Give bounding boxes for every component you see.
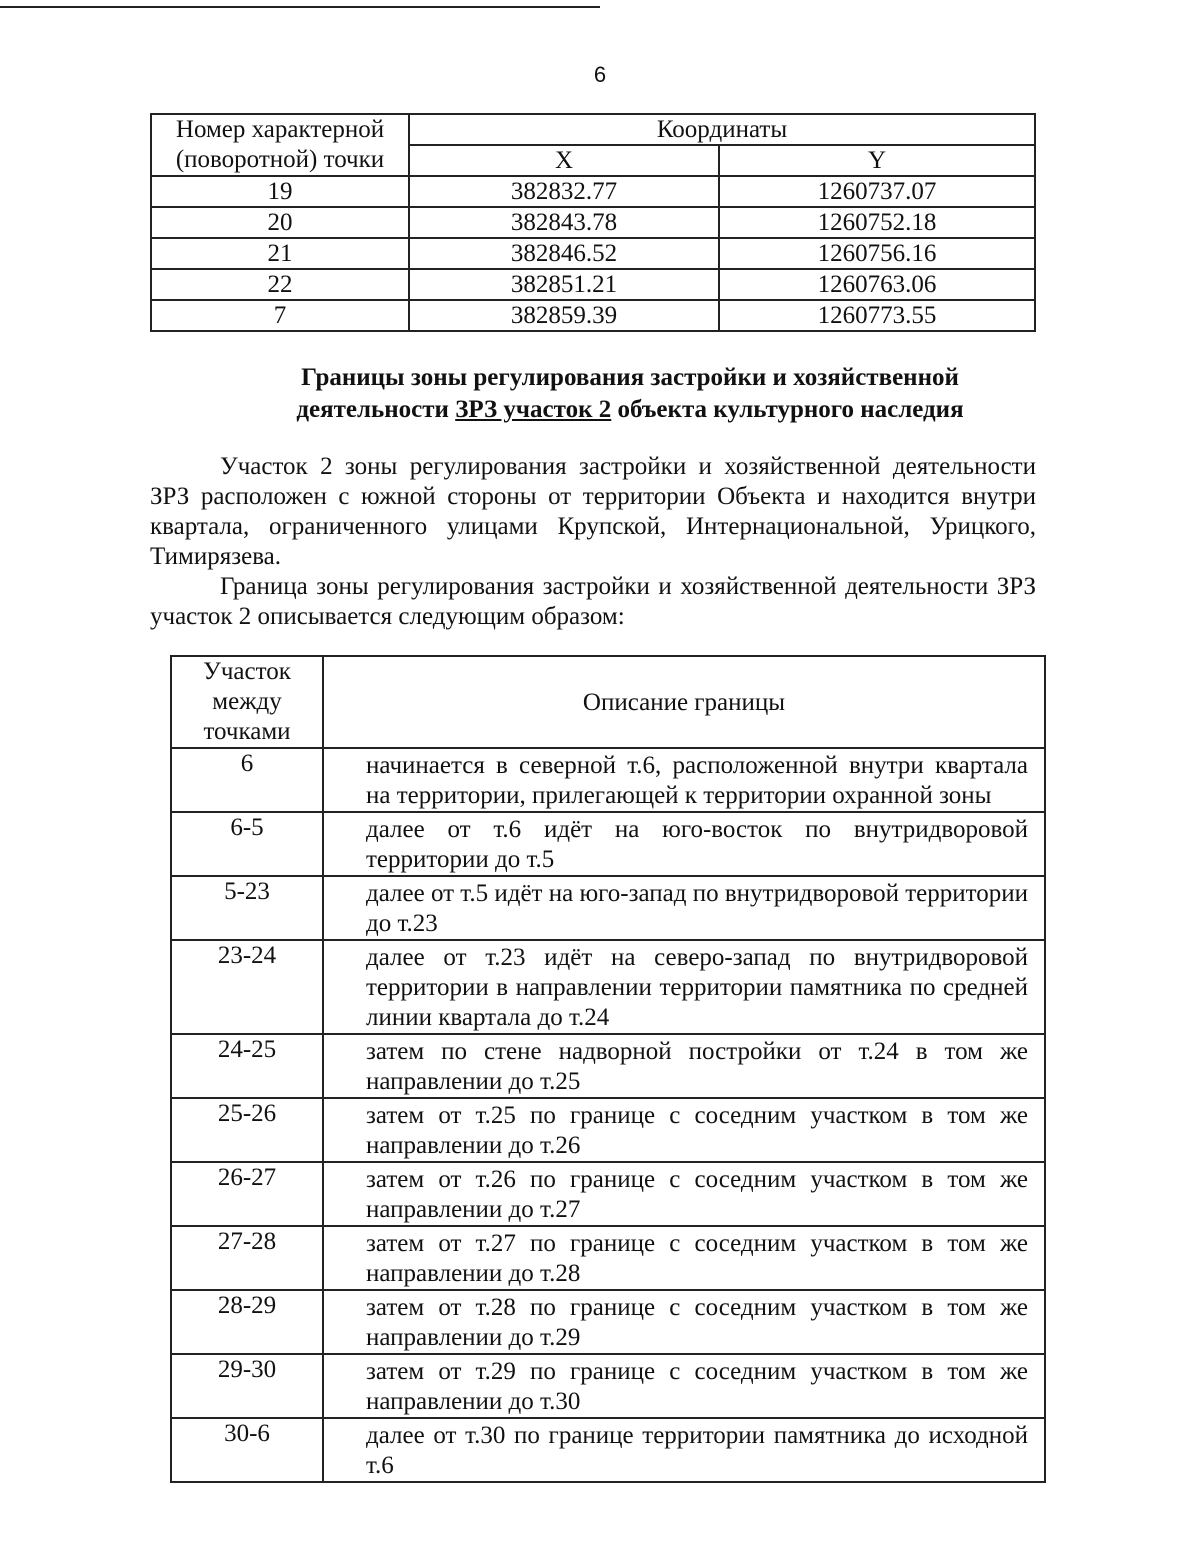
table-row <box>151 207 1035 238</box>
section-heading <box>150 362 1110 426</box>
page-number: 6 <box>593 62 607 87</box>
table-row <box>171 1162 1045 1226</box>
header-y: Y <box>719 145 1035 176</box>
table-row <box>171 876 1045 940</box>
cell-point: 22 <box>151 269 409 300</box>
cell-description: начинается в северной т.6, расположенной внутри квартала на территории, прилегающей к территории охранной зоны <box>323 748 1045 812</box>
cell-description: далее от т.23 идёт на северо-запад по внутридворовой территории в направлении территории памятника по средней линии квартала до т.24 <box>323 940 1045 1034</box>
table-row <box>171 1034 1045 1098</box>
cell-section: 30-6 <box>171 1418 323 1482</box>
cell-y: 1260752.18 <box>719 207 1035 238</box>
cell-description: далее от т.30 по границе территории памятника до исходной т.6 <box>323 1418 1045 1482</box>
cell-description: затем от т.27 по границе с соседним участком в том же направлении до т.28 <box>323 1226 1045 1290</box>
header-section: Участок между точками <box>171 656 323 748</box>
cell-section: 6-5 <box>171 812 323 876</box>
coordinates-table <box>150 113 1036 332</box>
table-row <box>171 812 1045 876</box>
cell-description: затем от т.26 по границе с соседним участком в том же направлении до т.27 <box>323 1162 1045 1226</box>
table-row <box>151 176 1035 207</box>
table-row <box>171 748 1045 812</box>
scan-edge-line <box>0 6 600 8</box>
cell-x: 382846.52 <box>409 238 719 269</box>
cell-description: затем от т.25 по границе с соседним участком в том же направлении до т.26 <box>323 1098 1045 1162</box>
cell-section: 23-24 <box>171 940 323 1034</box>
cell-section: 27-28 <box>171 1226 323 1290</box>
cell-section: 29-30 <box>171 1354 323 1418</box>
heading-pre: деятельности <box>296 396 456 423</box>
table-row <box>171 1226 1045 1290</box>
table-row <box>171 1290 1045 1354</box>
cell-section: 5-23 <box>171 876 323 940</box>
header-point: Номер характерной (поворотной) точки <box>151 114 409 176</box>
heading-post: объекта культурного наследия <box>611 396 964 423</box>
cell-x: 382859.39 <box>409 300 719 331</box>
cell-description: далее от т.6 идёт на юго-восток по внутридворовой территории до т.5 <box>323 812 1045 876</box>
table-row <box>171 1354 1045 1418</box>
cell-point: 20 <box>151 207 409 238</box>
heading-line-2 <box>150 394 1110 426</box>
cell-section: 25-26 <box>171 1098 323 1162</box>
cell-description: затем от т.29 по границе с соседним участком в том же направлении до т.30 <box>323 1354 1045 1418</box>
heading-line-1: Границы зоны регулирования застройки и хозяйственной <box>301 364 959 391</box>
cell-y: 1260763.06 <box>719 269 1035 300</box>
cell-point: 21 <box>151 238 409 269</box>
cell-y: 1260737.07 <box>719 176 1035 207</box>
table-row <box>151 238 1035 269</box>
header-x: X <box>409 145 719 176</box>
paragraph-1: Участок 2 зоны регулирования застройки и хозяйственной деятельности ЗРЗ расположен с южной стороны от территории Объекта и находится внутри квартала, ограниченного улицами Крупской, Интернациональной, Урицкого, Тимирязева. <box>150 453 1036 570</box>
cell-section: 24-25 <box>171 1034 323 1098</box>
table-row <box>171 1418 1045 1482</box>
cell-description: затем от т.28 по границе с соседним участком в том же направлении до т.29 <box>323 1290 1045 1354</box>
header-coords: Координаты <box>409 114 1035 145</box>
cell-x: 382832.77 <box>409 176 719 207</box>
header-desc: Описание границы <box>323 656 1045 748</box>
table-row <box>171 1098 1045 1162</box>
cell-point: 7 <box>151 300 409 331</box>
table-row <box>151 300 1035 331</box>
boundary-table <box>170 655 1046 1483</box>
cell-section: 26-27 <box>171 1162 323 1226</box>
cell-point: 19 <box>151 176 409 207</box>
cell-y: 1260756.16 <box>719 238 1035 269</box>
cell-description: затем по стене надворной постройки от т.24 в том же направлении до т.25 <box>323 1034 1045 1098</box>
cell-y: 1260773.55 <box>719 300 1035 331</box>
table-row <box>151 269 1035 300</box>
cell-x: 382851.21 <box>409 269 719 300</box>
cell-x: 382843.78 <box>409 207 719 238</box>
heading-underlined: ЗРЗ участок 2 <box>455 396 612 423</box>
paragraph-2: Граница зоны регулирования застройки и хозяйственной деятельности ЗРЗ участок 2 описывается следующим образом: <box>150 573 1036 630</box>
cell-section: 6 <box>171 748 323 812</box>
cell-section: 28-29 <box>171 1290 323 1354</box>
table-row <box>171 940 1045 1034</box>
cell-description: далее от т.5 идёт на юго-запад по внутридворовой территории до т.23 <box>323 876 1045 940</box>
